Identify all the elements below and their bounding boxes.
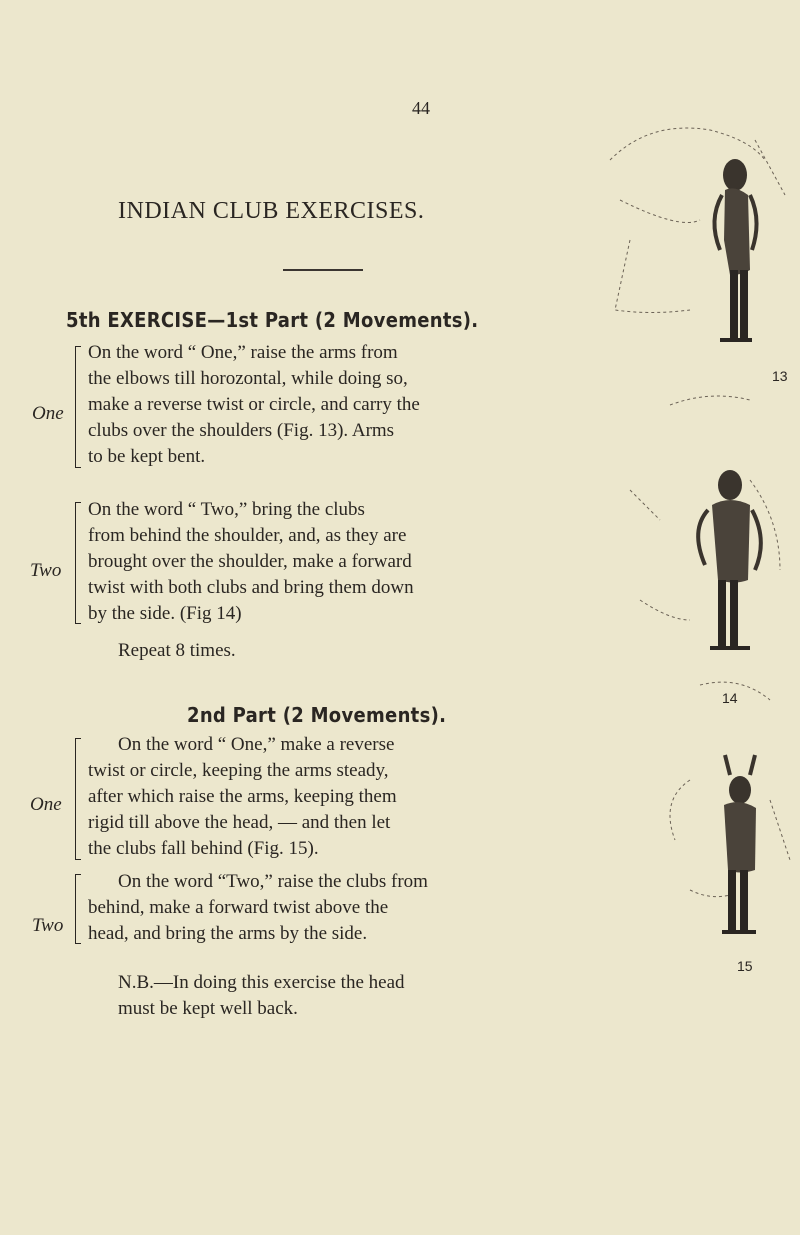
- text-line: the clubs fall behind (Fig. 15).: [88, 838, 319, 859]
- text-line: On the word “ One,” make a reverse: [118, 734, 395, 755]
- note-line: must be kept well back.: [118, 998, 298, 1019]
- part1-repeat: Repeat 8 times.: [118, 640, 236, 661]
- fig14-figure: [698, 470, 761, 648]
- text-line: the elbows till horozontal, while doing so,: [88, 368, 408, 389]
- fig14-label: 14: [722, 690, 738, 706]
- text-line: On the word “ One,” raise the arms from: [88, 342, 398, 363]
- text-line: clubs over the shoulders (Fig. 13). Arms: [88, 420, 395, 441]
- text-line: On the word “Two,” raise the clubs from: [118, 871, 428, 892]
- part1-two-label: Two: [30, 560, 62, 581]
- fig13-label: 13: [772, 368, 788, 384]
- part2-two-label: Two: [32, 915, 64, 936]
- title-rule: [283, 269, 363, 271]
- fig14-drawing: [630, 396, 780, 620]
- part1-one-text: [88, 340, 528, 470]
- part2-heading: 2nd Part (2 Movements).: [187, 703, 447, 727]
- text-line: behind, make a forward twist above the: [88, 897, 389, 918]
- note-line: N.B.—In doing this exercise the head: [118, 972, 405, 993]
- text-line: make a reverse twist or circle, and carry the: [88, 394, 420, 415]
- text-line: On the word “ Two,” bring the clubs: [88, 499, 365, 520]
- fig13-drawing: [610, 128, 785, 313]
- part1-one-label: One: [32, 403, 64, 424]
- part1-heading: 5th EXERCISE—1st Part (2 Movements).: [66, 308, 479, 332]
- text-line: twist or circle, keeping the arms steady,: [88, 760, 389, 781]
- text-line: after which raise the arms, keeping them: [88, 786, 397, 807]
- text-line: to be kept bent.: [88, 446, 206, 467]
- fig15-figure: [722, 755, 756, 932]
- text-line: rigid till above the head, — and then let: [88, 812, 391, 833]
- figures-illustration: [590, 100, 800, 1020]
- part1-two-brace: [75, 502, 82, 624]
- part2-two-brace: [75, 874, 82, 944]
- note: [88, 970, 538, 1022]
- part1-two-text: [88, 497, 528, 627]
- part1-one-brace: [75, 346, 82, 468]
- fig15-label: 15: [737, 958, 753, 974]
- part2-one-text: [88, 732, 528, 862]
- page-number: 44: [412, 98, 430, 118]
- part2-one-label: One: [30, 794, 62, 815]
- page-title: INDIAN CLUB EXERCISES.: [118, 198, 425, 224]
- part2-two-text: [88, 869, 528, 947]
- text-line: twist with both clubs and bring them down: [88, 577, 414, 598]
- text-line: by the side. (Fig 14): [88, 603, 242, 624]
- fig13-figure: [714, 159, 756, 340]
- part2-one-brace: [75, 738, 82, 860]
- text-line: brought over the shoulder, make a forward: [88, 551, 412, 572]
- text-line: head, and bring the arms by the side.: [88, 923, 368, 944]
- text-line: from behind the shoulder, and, as they are: [88, 525, 407, 546]
